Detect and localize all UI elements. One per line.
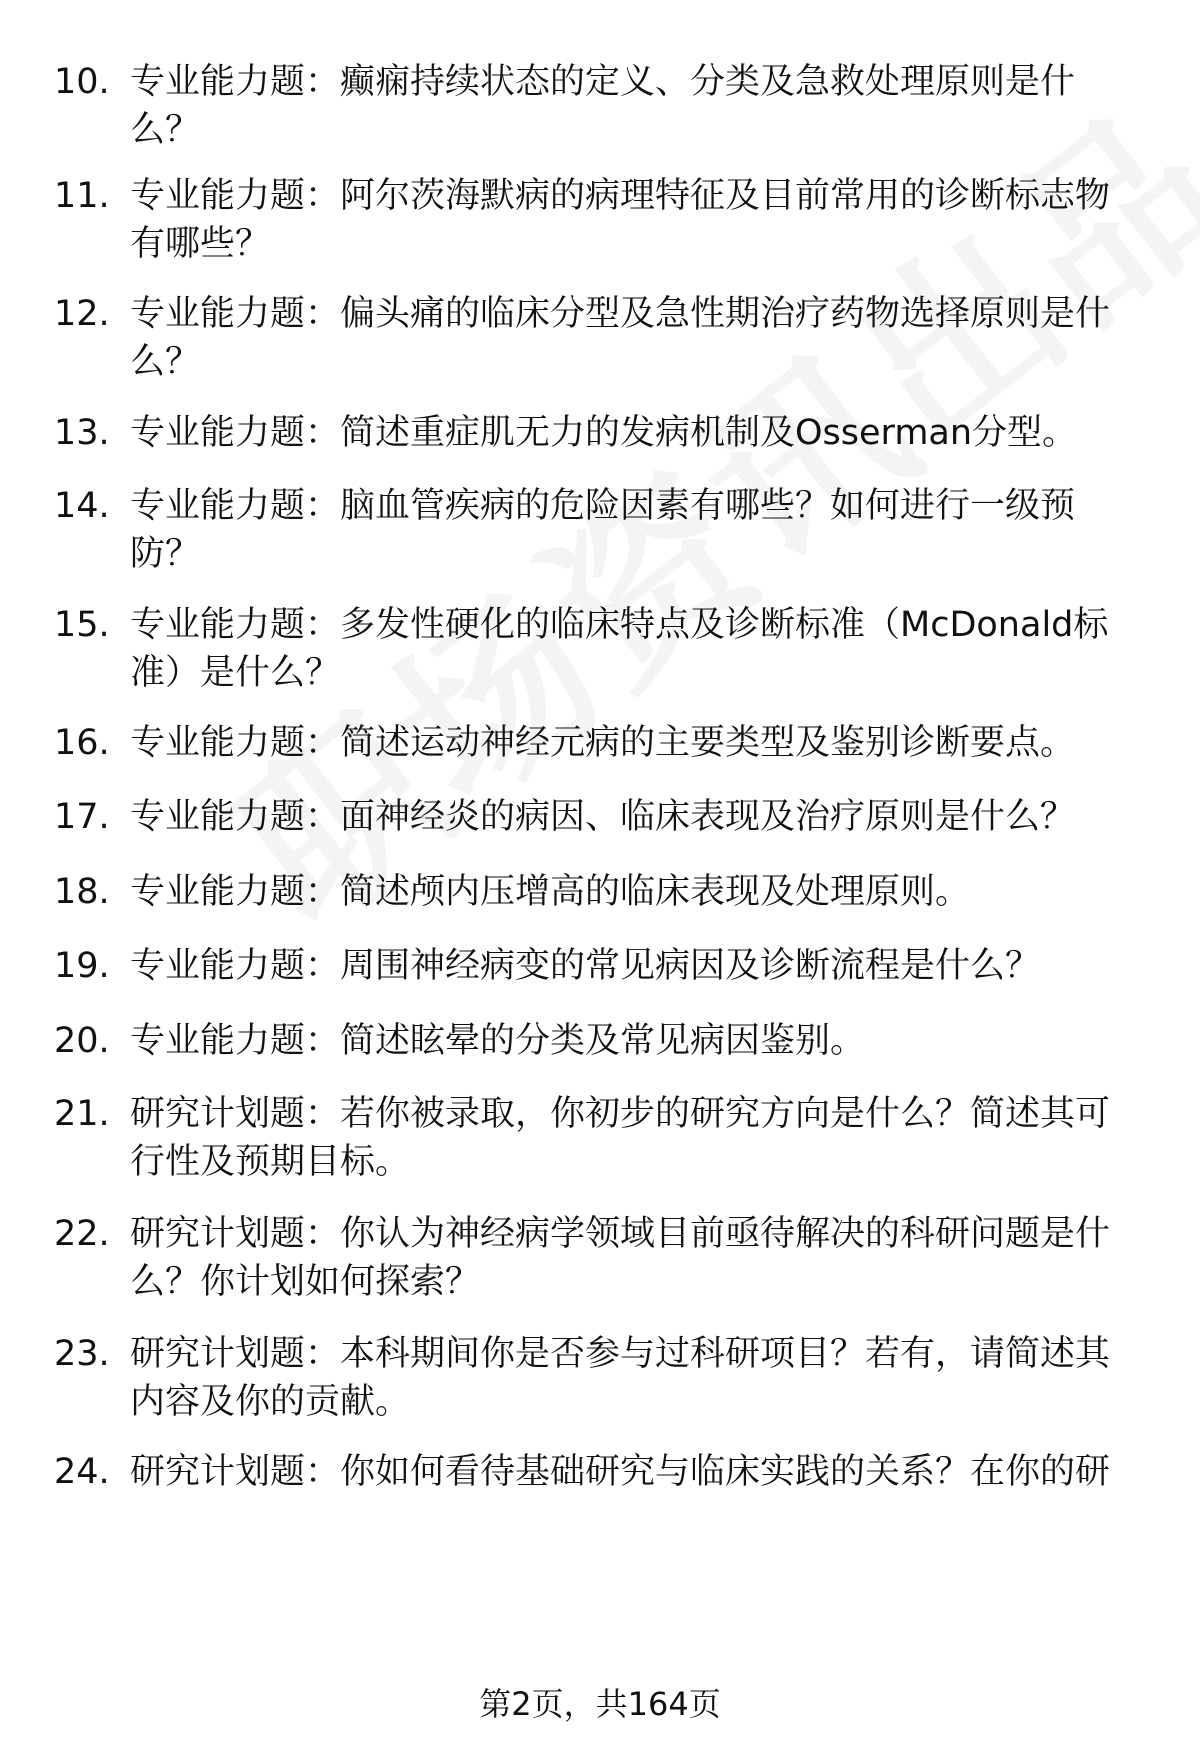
question-number: 17. xyxy=(54,797,110,837)
question-text: 专业能力题：阿尔茨海默病的病理特征及目前常用的诊断标志物有哪些？ xyxy=(130,176,1111,264)
question-text: 研究计划题：本科期间你是否参与过科研项目？若有，请简述其内容及你的贡献。 xyxy=(130,1334,1111,1422)
question-text: 研究计划题：若你被录取，你初步的研究方向是什么？简述其可行性及预期目标。 xyxy=(130,1094,1111,1182)
question-number: 14. xyxy=(54,486,110,526)
question-number: 18. xyxy=(54,872,110,912)
question-number: 23. xyxy=(54,1334,110,1374)
page-number-footer: 第2页，共164页 xyxy=(479,1685,721,1723)
question-number: 13. xyxy=(54,413,110,453)
question-text: 研究计划题：你认为神经病学领域目前亟待解决的科研问题是什么？你计划如何探索？ xyxy=(130,1214,1111,1302)
question-number: 12. xyxy=(54,294,110,334)
question-number: 16. xyxy=(54,723,110,763)
question-number: 11. xyxy=(54,176,110,216)
question-number: 15. xyxy=(54,605,110,645)
question-number: 19. xyxy=(54,946,110,986)
question-text: 专业能力题：癫痫持续状态的定义、分类及急救处理原则是什么？ xyxy=(130,62,1076,150)
question-number: 22. xyxy=(54,1214,110,1254)
question-text: 专业能力题：面神经炎的病因、临床表现及治疗原则是什么？ xyxy=(130,797,1076,837)
question-text: 专业能力题：脑血管疾病的危险因素有哪些？如何进行一级预防？ xyxy=(130,486,1076,574)
question-text: 专业能力题：简述重症肌无力的发病机制及Osserman分型。 xyxy=(130,413,1078,453)
question-text: 专业能力题：简述颅内压增高的临床表现及处理原则。 xyxy=(130,872,971,912)
question-number: 10. xyxy=(54,62,110,102)
question-text: 专业能力题：简述运动神经元病的主要类型及鉴别诊断要点。 xyxy=(130,723,1076,763)
question-number: 21. xyxy=(54,1094,110,1134)
question-number: 24. xyxy=(54,1452,110,1492)
question-text: 专业能力题：周围神经病变的常见病因及诊断流程是什么？ xyxy=(130,946,1041,986)
question-number: 20. xyxy=(54,1021,110,1061)
question-text: 专业能力题：多发性硬化的临床特点及诊断标准（McDonald标准）是什么？ xyxy=(130,605,1109,693)
question-text: 专业能力题：简述眩晕的分类及常见病因鉴别。 xyxy=(130,1021,866,1061)
question-text: 研究计划题：你如何看待基础研究与临床实践的关系？在你的研 xyxy=(130,1452,1111,1492)
question-text: 专业能力题：偏头痛的临床分型及急性期治疗药物选择原则是什么？ xyxy=(130,294,1111,382)
